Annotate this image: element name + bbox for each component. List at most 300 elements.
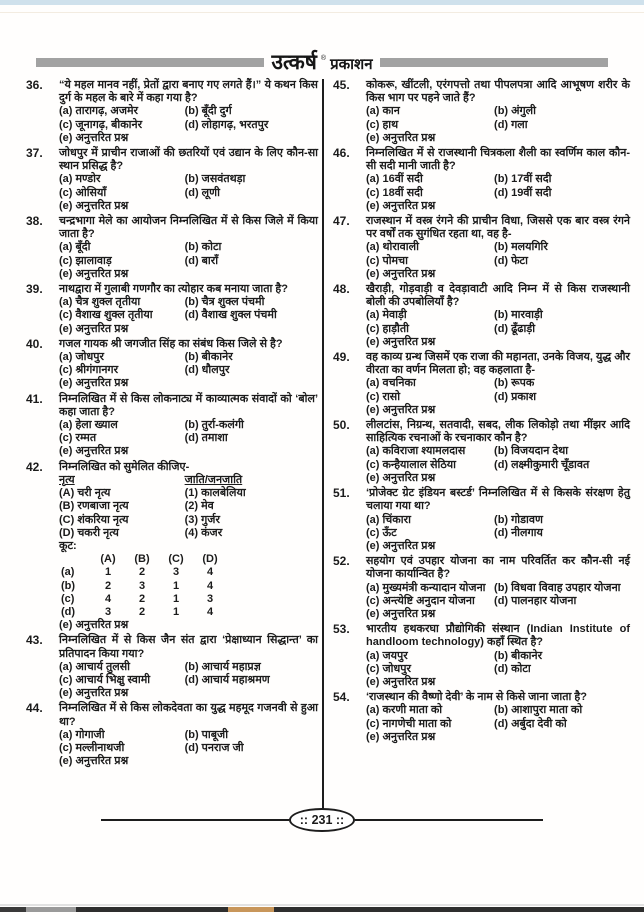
question <box>333 691 630 744</box>
option-text: जसवंतथड़ा <box>201 173 246 186</box>
option <box>59 661 185 674</box>
option <box>59 173 185 186</box>
question <box>26 79 318 145</box>
option-label: (c) <box>59 309 73 322</box>
question-text: खैराड़ी, गोड़वाड़ी व देवड़ावाटी आदि निम्न में से किस राजस्थानी बोली की उपबोलियाँ है? <box>366 283 630 309</box>
option-text: चैत्र शुक्ल तृतीया <box>75 296 141 309</box>
option-text: गोगाजी <box>75 728 105 741</box>
option <box>366 200 630 213</box>
option-label: (c) <box>59 741 73 754</box>
options-grid <box>59 351 318 391</box>
match-pair-right: (2) मेव <box>184 500 214 513</box>
option <box>185 241 318 254</box>
question <box>26 215 318 281</box>
header-left-bar <box>36 58 264 67</box>
option <box>494 187 630 200</box>
option-text: बीकानेर <box>201 351 233 364</box>
question <box>333 351 630 417</box>
option <box>366 445 494 458</box>
option-text: मलयगिरि <box>511 241 548 254</box>
question-text: निम्नलिखित में से किस लोकनाट्य में काव्यात्मक संवादों को ‘बोल’ कहा जाता है? <box>59 392 318 418</box>
option-label: (e) <box>59 755 73 768</box>
option <box>494 527 630 540</box>
code-value-cell: 3 <box>206 592 214 605</box>
option-text: चिंकारा <box>382 513 411 526</box>
match-column-headers <box>59 474 318 487</box>
option <box>366 173 494 186</box>
code-value-cell: 4 <box>206 605 214 618</box>
option-text: मेवाड़ी <box>382 309 407 322</box>
option-label: (a) <box>366 581 380 594</box>
option <box>59 268 318 281</box>
question-number: 38. <box>26 214 43 229</box>
options-grid <box>366 704 630 744</box>
question-number: 45. <box>333 78 350 92</box>
option <box>59 729 185 742</box>
option-label: (d) <box>184 364 199 377</box>
option-text: गला <box>511 118 528 131</box>
option-text: अनुत्तरित प्रश्न <box>382 471 436 484</box>
question-number: 46. <box>333 146 350 161</box>
option <box>366 459 494 472</box>
option-label: (d) <box>184 673 199 686</box>
option-text: पनराज जी <box>201 741 244 754</box>
option-text: तमाशा <box>201 432 228 445</box>
option-text: कान <box>382 105 400 118</box>
option-label: (e) <box>59 687 73 700</box>
option <box>59 377 318 390</box>
option-text: आचार्य तुलसी <box>75 660 130 673</box>
code-value-cell: 1 <box>172 605 180 618</box>
option-label: (b) <box>494 445 509 458</box>
option-label: (e) <box>366 471 380 484</box>
option-label: (d) <box>494 526 509 539</box>
match-pair-right: (4) कंजर <box>184 526 223 539</box>
question-number: 37. <box>26 146 43 161</box>
question-number: 40. <box>26 336 43 351</box>
option-text: आचार्य महाप्रज्ञ <box>201 660 261 673</box>
bottom-strip-segment <box>274 907 644 912</box>
questions-column-right <box>333 79 630 746</box>
code-row-label: (d) <box>61 605 76 618</box>
code-header-spacer <box>59 553 91 566</box>
option-text: बूँदी <box>75 241 91 254</box>
option <box>366 472 630 485</box>
option-label: (b) <box>184 105 199 118</box>
options-grid <box>59 241 318 281</box>
option <box>494 595 630 608</box>
option-text: अनुत्तरित प्रश्न <box>382 131 436 144</box>
option-label: (b) <box>184 351 199 364</box>
option-label: (a) <box>59 173 73 186</box>
question-text: भारतीय हथकरघा प्रौद्योगिकी संस्थान (Indian Institute of handloom technology) कहाँ स्थित है? <box>366 623 630 649</box>
option <box>59 687 318 700</box>
question-body <box>59 215 318 281</box>
option-label: (a) <box>59 296 73 309</box>
option <box>366 119 494 132</box>
option-text: 18वीं सदी <box>382 186 423 199</box>
option-text: हेला ख्याल <box>75 419 118 432</box>
question-number: 43. <box>26 633 43 648</box>
header-right-bar <box>380 58 608 67</box>
option-label: (c) <box>59 118 73 131</box>
code-value-cell: 2 <box>138 605 146 618</box>
code-row-label: (c) <box>61 592 75 605</box>
option-text: अनुत्तरित प्रश्न <box>382 607 436 620</box>
options-grid <box>59 105 318 145</box>
option <box>494 514 630 527</box>
option-text: जूनागढ़, बीकानेर <box>75 118 143 131</box>
option-text: मण्डोर <box>75 173 101 186</box>
option <box>185 674 318 687</box>
match-pair-left: (D) चकरी नृत्य <box>59 526 119 539</box>
question-number: 47. <box>333 214 350 229</box>
question-body <box>59 634 318 700</box>
option <box>185 419 318 432</box>
option-text: चैत्र शुक्ल पंचमी <box>201 296 265 309</box>
option-text: ढूँढाड़ी <box>511 322 536 335</box>
page-footer <box>0 808 644 832</box>
option-label: (b) <box>184 296 199 309</box>
option <box>185 309 318 322</box>
question-body <box>366 79 630 145</box>
option-text: जोधपुर <box>382 662 411 675</box>
option <box>366 309 494 322</box>
option-label: (a) <box>59 660 73 673</box>
option <box>494 241 630 254</box>
option <box>59 674 185 687</box>
option <box>366 663 494 676</box>
code-option-row <box>59 606 318 619</box>
bottom-strip-segment <box>76 907 228 912</box>
option-text: अनुत्तरित प्रश्न <box>75 619 129 632</box>
question-number: 39. <box>26 282 43 297</box>
match-col1-header: नृत्य <box>59 473 75 486</box>
option-text: रूपक <box>511 377 535 390</box>
option-text: बूँदी दुर्ग <box>201 105 232 118</box>
options-grid <box>59 619 318 632</box>
option-label: (a) <box>59 728 73 741</box>
registered-mark-icon: ® <box>320 55 327 62</box>
option <box>366 323 494 336</box>
option-text: रासो <box>382 390 401 403</box>
question-text: कोकरू, खींटली, एरंगपत्तो तथा पीपलपत्रा आदि आभूषण शरीर के किस भाग पर पहने जाते हैं? <box>366 79 630 105</box>
option-label: (c) <box>366 186 380 199</box>
option-label: (c) <box>366 322 380 335</box>
question-number: 50. <box>333 418 350 433</box>
page-bottom-faint-line <box>0 904 644 906</box>
option-label: (c) <box>59 364 73 377</box>
option-label: (e) <box>366 267 380 280</box>
option <box>185 742 318 755</box>
option <box>494 718 630 731</box>
question-number: 49. <box>333 350 350 365</box>
question-body <box>366 147 630 213</box>
question-body <box>366 623 630 689</box>
options-grid <box>366 105 630 145</box>
option-label: (c) <box>366 662 380 675</box>
option-label: (b) <box>494 105 509 118</box>
code-header-cell: (B) <box>134 553 150 566</box>
option-label: (e) <box>59 267 73 280</box>
option-label: (c) <box>59 673 73 686</box>
option-text: आचार्य भिक्षु स्वामी <box>75 673 151 686</box>
option-text: रम्मत <box>75 432 97 445</box>
option-text: मुख्यमंत्री कन्यादान योजना <box>382 581 486 594</box>
question-number: 42. <box>26 459 43 474</box>
option <box>366 255 494 268</box>
option-label: (c) <box>59 186 73 199</box>
question-text: सहयोग एवं उपहार योजना का नाम परिवर्तित कर कौन-सी नई योजना कार्यान्वित है? <box>366 555 630 581</box>
option-text: मारवाड़ी <box>511 309 543 322</box>
option-label: (b) <box>184 419 199 432</box>
option <box>494 459 630 472</box>
option <box>366 336 630 349</box>
question-body <box>59 393 318 459</box>
options-grid <box>59 661 318 701</box>
option <box>59 323 318 336</box>
question-number: 48. <box>333 282 350 297</box>
question-text: निम्नलिखित में से किस जैन संत द्वारा ‘प्रेक्षाध्यान सिद्धान्त’ का प्रतिपादन किया गया? <box>59 634 318 660</box>
option <box>494 377 630 390</box>
option-text: कोटा <box>511 662 531 675</box>
option <box>59 742 185 755</box>
option-text: अन्त्येष्टि अनुदान योजना <box>382 594 475 607</box>
option-label: (b) <box>184 241 199 254</box>
option-label: (e) <box>59 199 73 212</box>
option <box>59 119 185 132</box>
option-label: (b) <box>494 704 509 717</box>
option <box>59 309 185 322</box>
code-value-cell: 2 <box>104 579 112 592</box>
question-text: जोधपुर में प्राचीन राजाओं की छतरियों एवं उद्यान के लिए कौन-सा स्थान प्रसिद्ध है? <box>59 147 318 173</box>
option-label: (e) <box>366 730 380 743</box>
option-text: लोहागढ़, भरतपुर <box>201 118 269 131</box>
option-label: (e) <box>59 445 73 458</box>
option-text: फेटा <box>511 254 528 267</box>
match-pair-right: (1) कालबेलिया <box>184 487 246 500</box>
option <box>59 445 318 458</box>
page-bottom-edge-strip <box>0 907 644 912</box>
option-label: (e) <box>59 131 73 144</box>
brand-suffix: प्रकाशन <box>330 56 373 73</box>
code-option-row <box>59 566 318 579</box>
option-label: (d) <box>184 186 199 199</box>
question-number: 51. <box>333 486 350 501</box>
code-value-cell: 3 <box>172 566 180 579</box>
question <box>26 634 318 700</box>
option-label: (b) <box>494 309 509 322</box>
bottom-strip-segment <box>228 907 274 912</box>
code-value-cell: 2 <box>138 566 146 579</box>
option-label: (e) <box>366 675 380 688</box>
option-text: करणी माता को <box>382 704 443 717</box>
option-text: पाबूजी <box>201 728 229 741</box>
option-text: अनुत्तरित प्रश्न <box>382 730 436 743</box>
options-grid <box>366 445 630 485</box>
option-text: झालावाड़ <box>75 254 112 267</box>
option-label: (d) <box>494 717 509 730</box>
option <box>59 132 318 145</box>
option <box>59 241 185 254</box>
code-option-row <box>59 580 318 593</box>
option-text: ऊँट <box>382 526 397 539</box>
question-number: 52. <box>333 554 350 569</box>
question <box>26 702 318 768</box>
option-label: (e) <box>59 619 73 632</box>
option-label: (d) <box>494 254 509 267</box>
option-label: (e) <box>366 199 380 212</box>
option-label: (d) <box>184 254 199 267</box>
question-body <box>59 338 318 391</box>
option <box>366 608 630 621</box>
options-grid <box>366 650 630 690</box>
option <box>366 132 630 145</box>
code-row-label: (b) <box>61 579 76 592</box>
option-label: (b) <box>494 241 509 254</box>
option <box>59 187 185 200</box>
options-grid <box>366 173 630 213</box>
options-grid <box>366 514 630 554</box>
option <box>59 619 318 632</box>
match-pair-row <box>59 487 318 500</box>
option <box>185 187 318 200</box>
option-label: (a) <box>59 351 73 364</box>
option <box>366 268 630 281</box>
option-label: (c) <box>366 526 380 539</box>
option <box>366 527 494 540</box>
code-value-cell: 2 <box>138 592 146 605</box>
brand-name: उत्कर्ष <box>271 51 317 74</box>
question-body <box>366 691 630 744</box>
option-text: लूणी <box>201 186 220 199</box>
question <box>333 79 630 145</box>
option-text: 19वीं सदी <box>511 186 552 199</box>
option <box>185 105 318 118</box>
option-label: (d) <box>494 390 509 403</box>
option-text: अनुत्तरित प्रश्न <box>382 675 436 688</box>
question-number: 53. <box>333 622 350 637</box>
option <box>494 323 630 336</box>
question <box>26 283 318 336</box>
option <box>185 296 318 309</box>
option-label: (b) <box>184 728 199 741</box>
options-grid <box>366 377 630 417</box>
question-text: चन्द्रभागा मेले का आयोजन निम्नलिखित में से किस जिले में किया जाता है? <box>59 215 318 241</box>
option-text: अंगुली <box>511 105 536 118</box>
option <box>494 391 630 404</box>
question-text: लीलटांस, निग्रन्थ, सतवादी, सबद, लीक लिकोड़ो तथा मींझर आदि साहित्यिक रचनाओं के रचनाकार कौन है? <box>366 419 630 445</box>
option <box>366 704 494 717</box>
bottom-strip-segment <box>0 907 26 912</box>
question-body <box>366 419 630 485</box>
option-text: अनुत्तरित प्रश्न <box>382 403 436 416</box>
option <box>185 255 318 268</box>
option-text: ओसियाँ <box>75 186 107 199</box>
option-text: आशापुरा माता को <box>511 704 583 717</box>
option <box>185 364 318 377</box>
match-pair-left: (C) शंकरिया नृत्य <box>59 513 129 526</box>
option <box>366 676 630 689</box>
option-label: (d) <box>494 458 509 471</box>
options-grid <box>59 173 318 213</box>
question <box>333 283 630 349</box>
option-text: वैशाख शुक्ल तृतीया <box>75 309 153 322</box>
question <box>333 215 630 281</box>
option <box>366 731 630 744</box>
option-text: आचार्य महाश्रमण <box>201 673 270 686</box>
question-number: 36. <box>26 78 43 92</box>
option <box>494 582 630 595</box>
code-header-row <box>59 553 318 566</box>
option <box>366 391 494 404</box>
code-label: कूट: <box>59 539 77 552</box>
option <box>185 351 318 364</box>
option-text: लक्ष्मीकुमारी चूँडावत <box>511 458 590 471</box>
question-text: गजल गायक श्री जगजीत सिंह का संबंध किस जिले से है? <box>59 337 283 350</box>
option-label: (a) <box>366 513 380 526</box>
option-label: (c) <box>59 254 73 267</box>
option-label: (c) <box>366 458 380 471</box>
option <box>59 364 185 377</box>
option-text: हाड़ौती <box>382 322 409 335</box>
option-text: अनुत्तरित प्रश्न <box>382 335 436 348</box>
option-label: (e) <box>59 322 73 335</box>
option-label: (b) <box>184 173 199 186</box>
option-label: (d) <box>494 322 509 335</box>
question-body <box>366 283 630 349</box>
option-text: 17वीं सदी <box>511 173 552 186</box>
option-label: (b) <box>494 649 509 662</box>
option-text: अनुत्तरित प्रश्न <box>382 267 436 280</box>
option-label: (d) <box>184 432 199 445</box>
option-label: (c) <box>366 254 380 267</box>
option-text: अनुत्तरित प्रश्न <box>382 199 436 212</box>
option-label: (c) <box>59 432 73 445</box>
option-text: अनुत्तरित प्रश्न <box>75 687 129 700</box>
option-label: (b) <box>494 377 509 390</box>
option-text: अनुत्तरित प्रश्न <box>75 131 129 144</box>
question-text: निम्नलिखित को सुमेलित कीजिए- <box>59 460 190 473</box>
option <box>366 105 494 118</box>
question-text: राजस्थान में वस्त्र रंगने की प्राचीन विधा, जिससे एक बार वस्त्र रंगने पर वर्षों तक सुगंधित रहता था, वह है- <box>366 215 630 241</box>
question-body <box>59 79 318 145</box>
option-label: (a) <box>366 649 380 662</box>
question <box>333 555 630 621</box>
code-value-cell: 1 <box>172 592 180 605</box>
option <box>494 663 630 676</box>
publisher-header <box>0 48 644 76</box>
option-text: वैशाख शुक्ल पंचमी <box>201 309 277 322</box>
option-label: (d) <box>184 118 199 131</box>
question-number: 54. <box>333 690 350 705</box>
option-label: (b) <box>184 660 199 673</box>
option <box>366 241 494 254</box>
match-pair-row <box>59 514 318 527</box>
option-label: (b) <box>494 173 509 186</box>
option <box>185 729 318 742</box>
option-text: अनुत्तरित प्रश्न <box>75 755 129 768</box>
publisher-brand <box>271 48 372 76</box>
code-value-cell: 4 <box>206 579 214 592</box>
option-label: (a) <box>366 105 380 118</box>
question-body <box>59 461 318 633</box>
option-label: (a) <box>59 241 73 254</box>
option-text: अनुत्तरित प्रश्न <box>382 539 436 552</box>
question-body <box>59 702 318 768</box>
match-pair-row <box>59 527 318 540</box>
option <box>366 595 494 608</box>
